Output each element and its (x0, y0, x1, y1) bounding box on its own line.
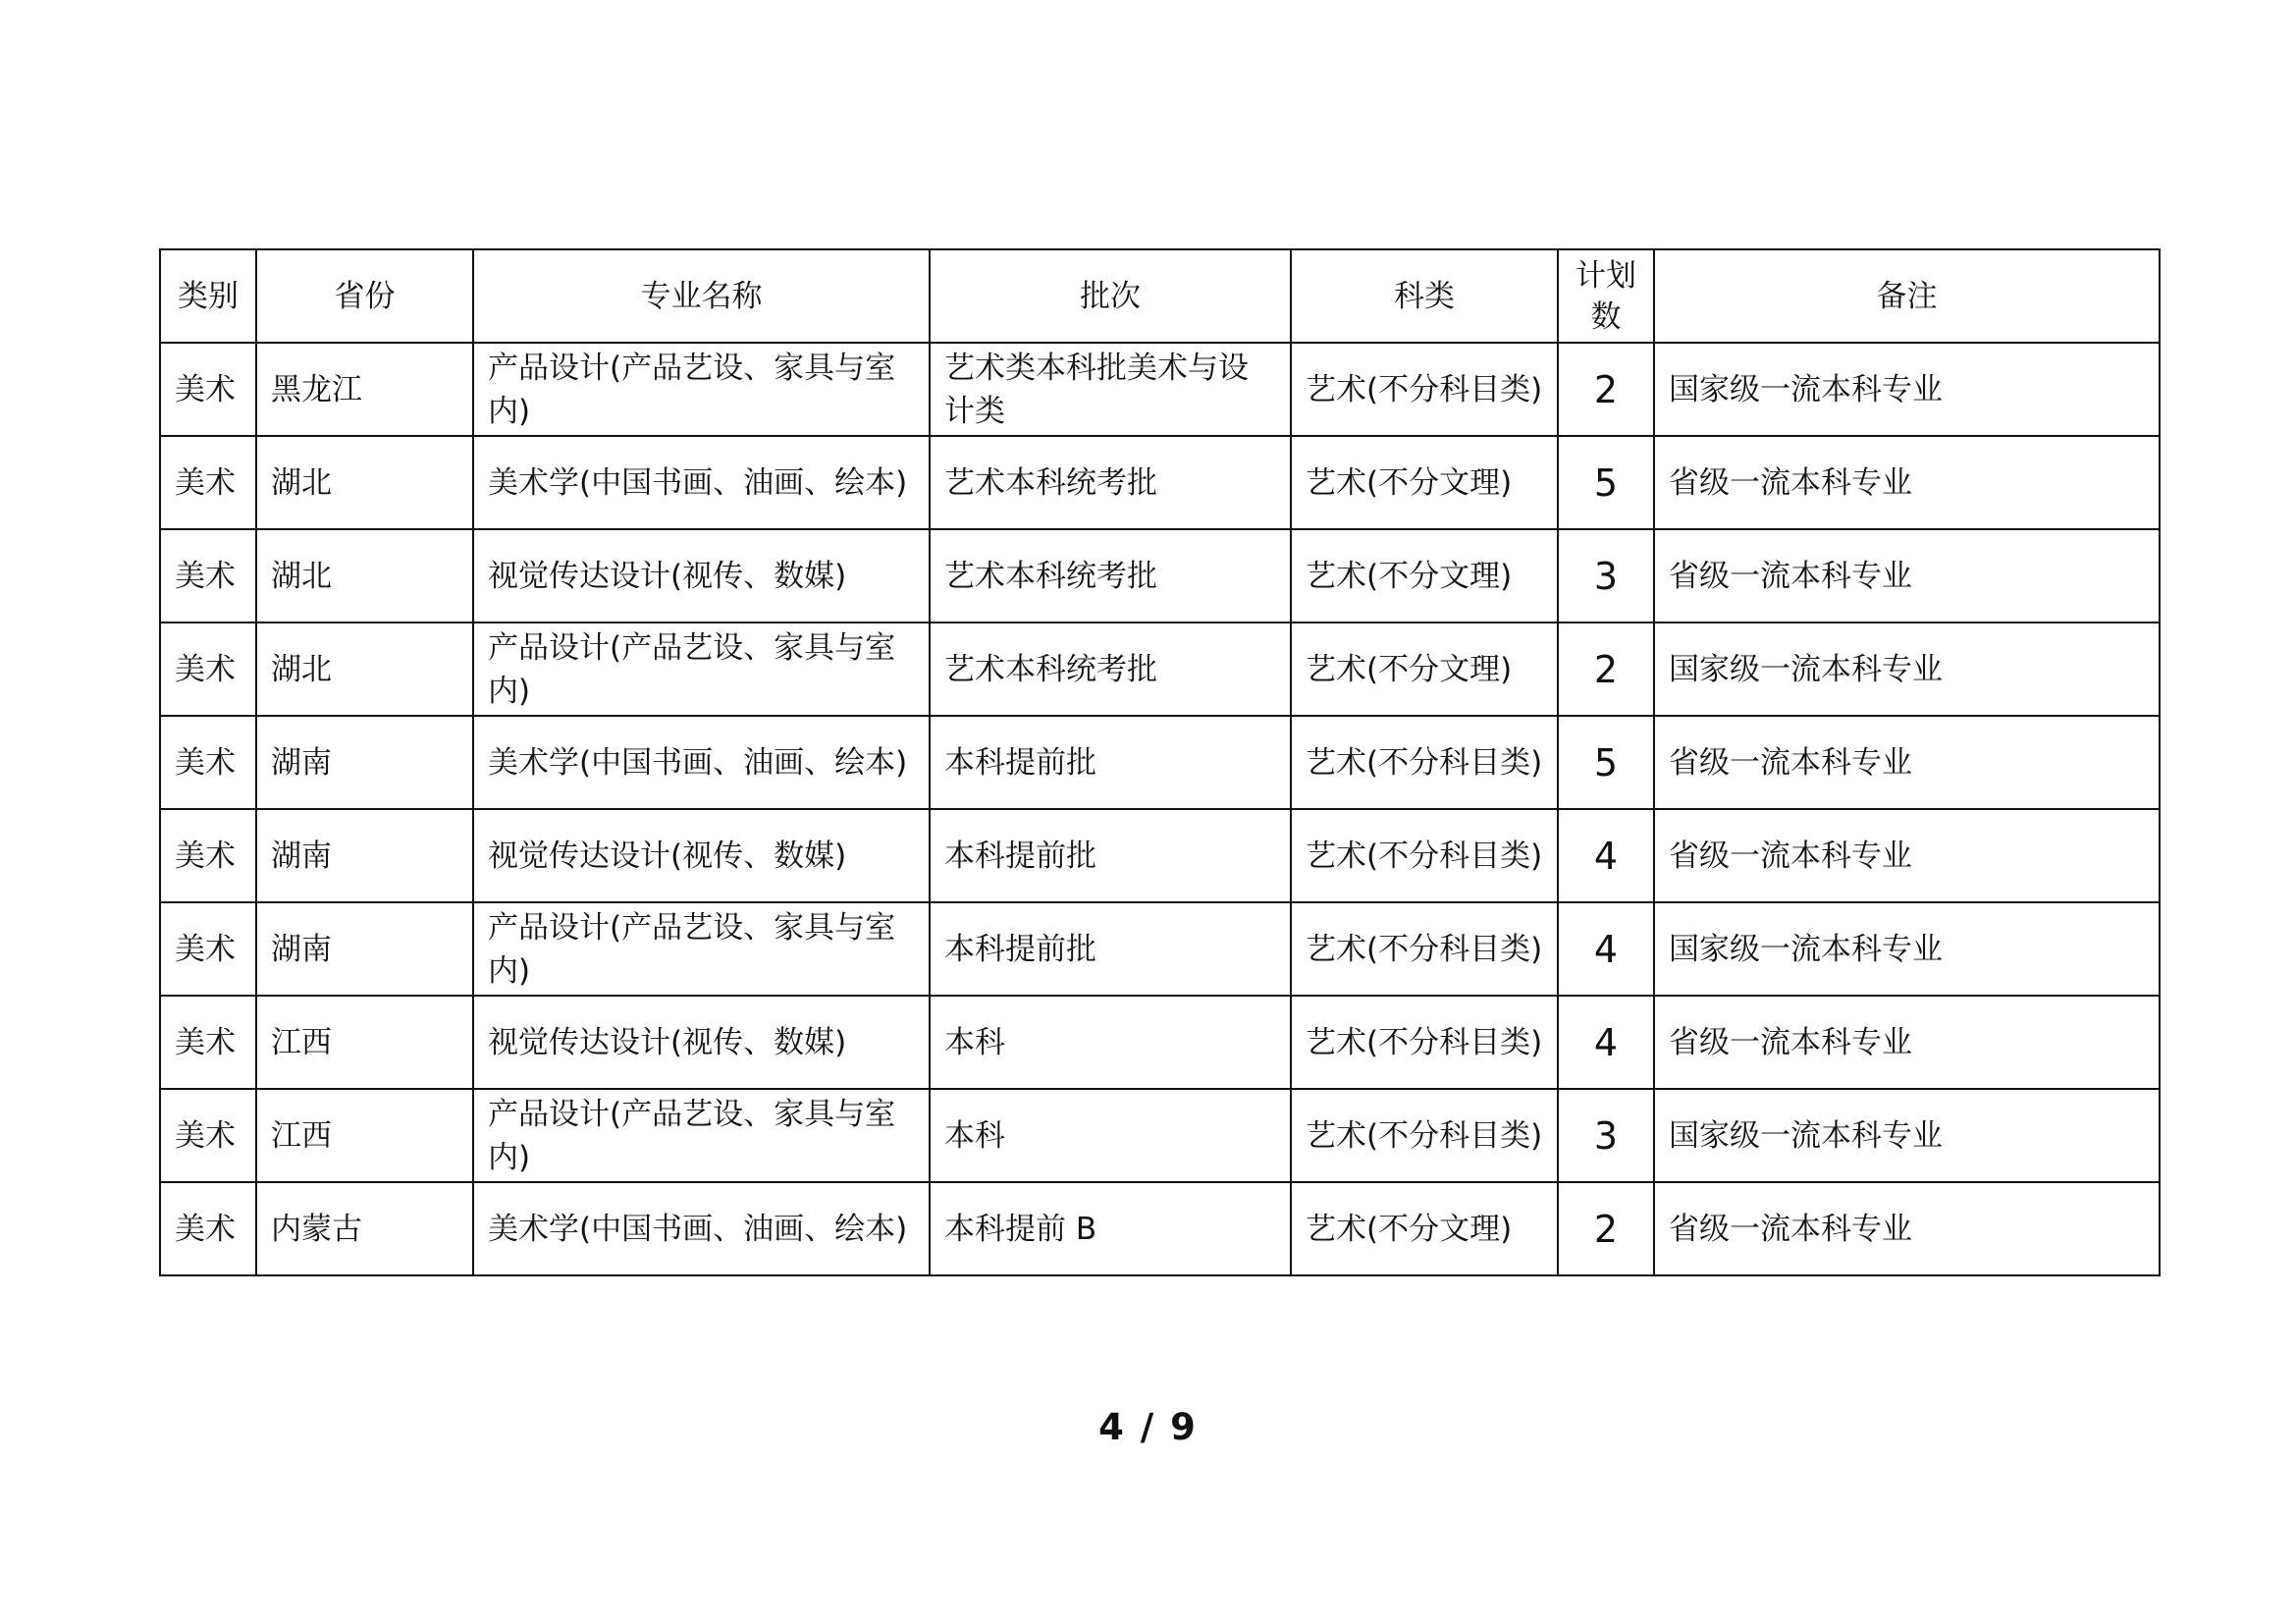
cell-province: 湖南 (256, 902, 473, 996)
cell-subject-type: 艺术(不分科目类) (1291, 343, 1558, 436)
table-row (160, 902, 2160, 996)
header-category: 类别 (160, 249, 256, 343)
cell-province: 江西 (256, 996, 473, 1089)
cell-major: 产品设计(产品艺设、家具与室内) (473, 343, 930, 436)
cell-plan-count: 5 (1558, 436, 1654, 529)
cell-remarks: 省级一流本科专业 (1654, 1182, 2160, 1275)
cell-batch: 本科 (930, 1089, 1291, 1182)
cell-subject-type: 艺术(不分科目类) (1291, 716, 1558, 809)
cell-batch: 本科提前 B (930, 1182, 1291, 1275)
cell-subject-type: 艺术(不分科目类) (1291, 1089, 1558, 1182)
cell-subject-type: 艺术(不分文理) (1291, 436, 1558, 529)
cell-batch: 本科 (930, 996, 1291, 1089)
table-row (160, 436, 2160, 529)
cell-category: 美术 (160, 436, 256, 529)
cell-subject-type: 艺术(不分科目类) (1291, 902, 1558, 996)
table-row (160, 716, 2160, 809)
cell-major: 产品设计(产品艺设、家具与室内) (473, 1089, 930, 1182)
cell-batch: 艺术本科统考批 (930, 623, 1291, 716)
cell-category: 美术 (160, 623, 256, 716)
header-province: 省份 (256, 249, 473, 343)
header-subject-type: 科类 (1291, 249, 1558, 343)
cell-plan-count: 2 (1558, 1182, 1654, 1275)
cell-category: 美术 (160, 529, 256, 623)
cell-plan-count: 4 (1558, 902, 1654, 996)
table-row (160, 1089, 2160, 1182)
cell-remarks: 国家级一流本科专业 (1654, 1089, 2160, 1182)
cell-batch: 本科提前批 (930, 902, 1291, 996)
cell-subject-type: 艺术(不分科目类) (1291, 809, 1558, 902)
cell-batch: 本科提前批 (930, 809, 1291, 902)
cell-plan-count: 3 (1558, 1089, 1654, 1182)
cell-major: 产品设计(产品艺设、家具与室内) (473, 902, 930, 996)
cell-major: 美术学(中国书画、油画、绘本) (473, 436, 930, 529)
cell-remarks: 省级一流本科专业 (1654, 529, 2160, 623)
cell-plan-count: 3 (1558, 529, 1654, 623)
header-remarks: 备注 (1654, 249, 2160, 343)
cell-province: 内蒙古 (256, 1182, 473, 1275)
cell-plan-count: 4 (1558, 809, 1654, 902)
cell-subject-type: 艺术(不分文理) (1291, 623, 1558, 716)
cell-category: 美术 (160, 996, 256, 1089)
cell-batch: 艺术类本科批美术与设计类 (930, 343, 1291, 436)
cell-remarks: 省级一流本科专业 (1654, 716, 2160, 809)
table-header-row (160, 249, 2160, 343)
cell-major: 美术学(中国书画、油画、绘本) (473, 1182, 930, 1275)
page-number: 4 / 9 (1098, 1406, 1198, 1448)
header-plan-count: 计划数 (1558, 249, 1654, 343)
cell-category: 美术 (160, 343, 256, 436)
table-row (160, 809, 2160, 902)
table-row (160, 623, 2160, 716)
cell-category: 美术 (160, 809, 256, 902)
cell-remarks: 国家级一流本科专业 (1654, 902, 2160, 996)
cell-batch: 艺术本科统考批 (930, 529, 1291, 623)
cell-category: 美术 (160, 716, 256, 809)
cell-plan-count: 2 (1558, 343, 1654, 436)
table-row (160, 996, 2160, 1089)
cell-plan-count: 4 (1558, 996, 1654, 1089)
table-row (160, 529, 2160, 623)
cell-subject-type: 艺术(不分文理) (1291, 1182, 1558, 1275)
cell-category: 美术 (160, 902, 256, 996)
cell-province: 湖北 (256, 529, 473, 623)
header-batch: 批次 (930, 249, 1291, 343)
cell-subject-type: 艺术(不分文理) (1291, 529, 1558, 623)
cell-batch: 本科提前批 (930, 716, 1291, 809)
cell-major: 视觉传达设计(视传、数媒) (473, 996, 930, 1089)
cell-major: 视觉传达设计(视传、数媒) (473, 809, 930, 902)
cell-category: 美术 (160, 1089, 256, 1182)
table-row (160, 343, 2160, 436)
cell-major: 产品设计(产品艺设、家具与室内) (473, 623, 930, 716)
enrollment-plan-table (159, 248, 2161, 1276)
header-major: 专业名称 (473, 249, 930, 343)
cell-remarks: 省级一流本科专业 (1654, 436, 2160, 529)
cell-major: 视觉传达设计(视传、数媒) (473, 529, 930, 623)
cell-batch: 艺术本科统考批 (930, 436, 1291, 529)
cell-province: 江西 (256, 1089, 473, 1182)
cell-subject-type: 艺术(不分科目类) (1291, 996, 1558, 1089)
cell-remarks: 省级一流本科专业 (1654, 809, 2160, 902)
cell-category: 美术 (160, 1182, 256, 1275)
cell-province: 湖北 (256, 436, 473, 529)
cell-province: 湖北 (256, 623, 473, 716)
cell-remarks: 省级一流本科专业 (1654, 996, 2160, 1089)
cell-province: 湖南 (256, 716, 473, 809)
cell-remarks: 国家级一流本科专业 (1654, 343, 2160, 436)
cell-province: 黑龙江 (256, 343, 473, 436)
cell-plan-count: 5 (1558, 716, 1654, 809)
cell-province: 湖南 (256, 809, 473, 902)
cell-plan-count: 2 (1558, 623, 1654, 716)
cell-major: 美术学(中国书画、油画、绘本) (473, 716, 930, 809)
cell-remarks: 国家级一流本科专业 (1654, 623, 2160, 716)
table-row (160, 1182, 2160, 1275)
